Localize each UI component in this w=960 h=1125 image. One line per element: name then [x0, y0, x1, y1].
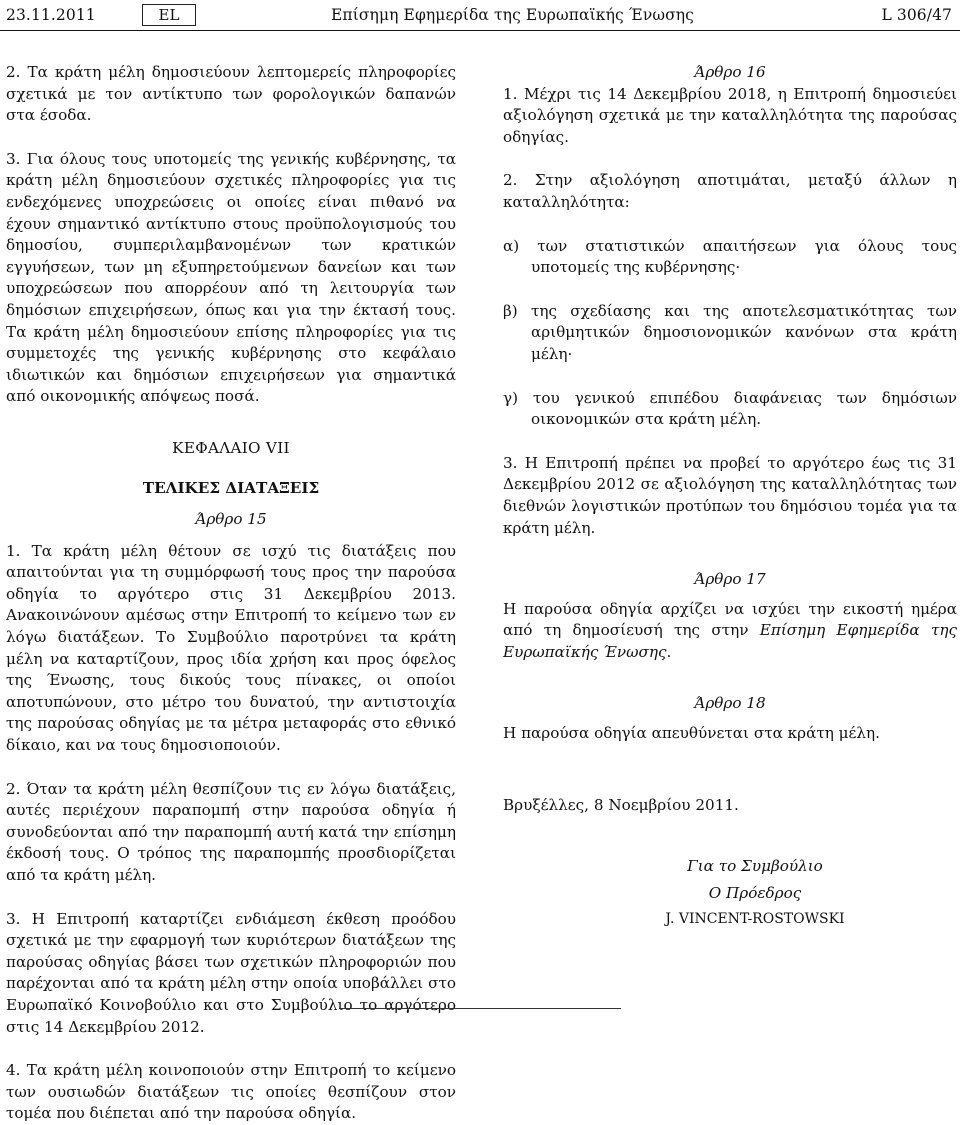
article-16-heading: Άρθρο 16	[694, 63, 766, 81]
publication-date: 23.11.2011	[6, 6, 96, 24]
article-15-paragraph-1: 1. Τα κράτη μέλη θέτουν σε ισχύ τις διατάξεις που απαιτούνται για τη συμμόρφωσή τους προς την παρούσα οδηγία το αργότερο στις 31 Δεκεμβρίου 2013. Ανακοινώνουν αμέσως στην Επιτροπή το κείμενο των εν λόγω διατάξεων. Το Συμβούλιο παροτρύνει τα κράτη μέλη να καταρτίζουν, προς ιδία χρήση και προς όφελος της Ένωσης, τους δικούς τους πίνακες, οι οποίοι αποτυπώνουν, στο μέτρο του δυνατού, την αντιστοιχία της παρούσας οδηγίας με τα μέτρα μεταφοράς στο εθνικό δίκαιο, και να τους δημοσιοποιούν.	[6, 541, 456, 755]
page-reference: L 306/47	[881, 6, 952, 24]
article-16-item-a: α) των στατιστικών απαιτήσεων για όλους τους υποτομείς της κυβέρνησης·	[503, 236, 957, 277]
journal-title: Επίσημη Εφημερίδα της Ευρωπαϊκής Ένωσης	[331, 6, 694, 24]
article-16-paragraph-1: 1. Μέχρι τις 14 Δεκεμβρίου 2018, η Επιτροπή δημοσιεύει αξιολόγηση σχετικά με την καταλληλότητα της παρούσας οδηγίας.	[503, 84, 957, 146]
chapter-heading: ΚΕΦΑΛΑΙΟ VII	[172, 438, 290, 457]
article-17-text-end: .	[666, 642, 672, 661]
place-and-date: Βρυξέλλες, 8 Νοεμβρίου 2011.	[503, 795, 739, 814]
article-16-item-c: γ) του γενικού επιπέδου διαφάνειας των δημόσιων οικονομικών στα κράτη μέλη.	[503, 388, 957, 429]
paragraph-2: 2. Τα κράτη μέλη δημοσιεύουν λεπτομερείς πληροφορίες σχετικά με τον αντίκτυπο των φορολογικών δαπανών στα έσοδα.	[6, 63, 456, 125]
article-16-item-b: β) της σχεδίασης και της αποτελεσματικότητας των αριθμητικών δημοσιονομικών κανόνων στα κράτη μέλη·	[503, 301, 957, 363]
footer-rule	[339, 1008, 621, 1009]
signature-line-1: Για το Συμβούλιο	[687, 857, 823, 876]
article-18-text: Η παρούσα οδηγία απευθύνεται στα κράτη μέλη.	[503, 724, 880, 743]
language-badge: EL	[142, 4, 196, 26]
header-rule	[0, 30, 960, 31]
page-header	[6, 4, 952, 30]
article-17-text-start: Η παρούσα οδηγία αρχίζει να ισχύει την εικοστή ημέρα από τη δημοσίευσή της στην	[503, 599, 957, 640]
signatory-name: J. VINCENT-ROSTOWSKI	[665, 911, 845, 928]
paragraph-3: 3. Για όλους τους υποτομείς της γενικής κυβέρνησης, τα κράτη μέλη δημοσιεύουν σχετικές πληροφορίες για τις ενδεχόμενες υποχρεώσεις οι οποίες είναι πιθανό να έχουν σημαντικό αντίκτυπο στους προϋπολογισμούς του δημοσίου, συμπεριλαμβανομένων των κρατικών εγγυήσεων, των μη εξυπηρετούμενων δανείων και των υποχρεώσεων που απορρέουν από τη λειτουργία των δημόσιων επιχειρήσεων, όπως και για την έκτασή τους. Τα κράτη μέλη δημοσιεύουν επίσης πληροφορίες για τις συμμετοχές της γενικής κυβέρνησης στο κεφάλαιο ιδιωτικών και δημόσιων επιχειρήσεων για σημαντικά από οικονομικής απόψεως ποσά.	[6, 149, 456, 406]
article-15-heading: Άρθρο 15	[195, 510, 267, 529]
journal-name-italic: Επίσημη Εφημερίδα της Ευρωπαϊκής Ένωσης	[503, 621, 958, 661]
article-18-heading: Άρθρο 18	[694, 694, 766, 713]
article-15-paragraph-4: 4. Τα κράτη μέλη κοινοποιούν στην Επιτροπή το κείμενο των ουσιωδών διατάξεων τις οποίες θεσπίζουν στον τομέα που διέπεται από την παρούσα οδηγία.	[6, 1061, 456, 1123]
article-17-text	[503, 599, 957, 664]
article-16-paragraph-2: 2. Στην αξιολόγηση αποτιμάται, μεταξύ άλλων η καταλληλότητα:	[503, 171, 957, 211]
article-16-paragraph-3: 3. Η Επιτροπή πρέπει να προβεί το αργότερο έως τις 31 Δεκεμβρίου 2012 σε αξιολόγηση της καταλληλότητας των διεθνών λογιστικών προτύπων του δημόσιου τομέα για τα κράτη μέλη.	[503, 453, 957, 537]
article-17-heading: Άρθρο 17	[694, 570, 766, 589]
chapter-title: ΤΕΛΙΚΕΣ ΔΙΑΤΑΞΕΙΣ	[142, 478, 320, 497]
left-column	[6, 62, 456, 1125]
article-15-paragraph-3: 3. Η Επιτροπή καταρτίζει ενδιάμεση έκθεση προόδου σχετικά με την εφαρμογή των κυριότερων διατάξεων της παρούσας οδηγίας βάσει των σχετικών πληροφοριών που παρέχονται από τα κράτη μέλη στην οποία υποβάλλει στο Ευρωπαϊκό Κοινοβούλιο και στο Συμβούλιο το αργότερο στις 14 Δεκεμβρίου 2012.	[6, 909, 456, 1036]
article-15-paragraph-2: 2. Όταν τα κράτη μέλη θεσπίζουν τις εν λόγω διατάξεις, αυτές περιέχουν παραπομπή στην παρούσα οδηγία ή συνοδεύονται από την παραπομπή αυτή κατά την επίσημη έκδοσή τους. Ο τρόπος της παραπομπής προσδιορίζεται από τα κράτη μέλη.	[6, 779, 456, 884]
right-column	[503, 62, 957, 931]
signature-line-2: Ο Πρόεδρος	[708, 883, 802, 902]
